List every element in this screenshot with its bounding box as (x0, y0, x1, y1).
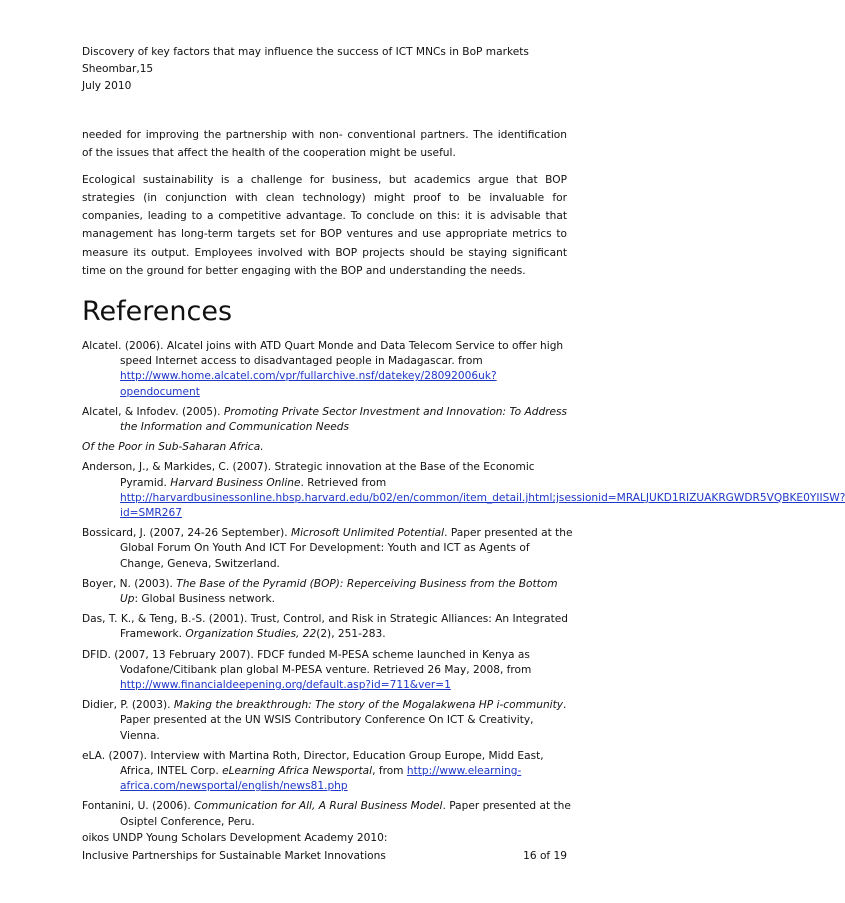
reference-title: Communication for All, A Rural Business Model (194, 800, 443, 813)
reference-alcatel-infodev-2005 (82, 405, 575, 435)
reference-text: Alcatel, & Infodev. (2005). (82, 405, 224, 418)
reference-link[interactable]: http://www.home.alcatel.com/vpr/fullarchive.nsf/datekey/28092006uk?opendocument (120, 370, 497, 398)
footer-line-1: oikos UNDP Young Scholars Development Academy 2010: (82, 832, 388, 844)
reference-continuation (82, 440, 575, 455)
paragraph-1: needed for improving the partnership with non- conventional partners. The identification of the issues that affect the health of the cooperation might be useful. (82, 129, 567, 160)
reference-title: Microsoft Unlimited Potential (290, 527, 445, 540)
footer-line-2: Inclusive Partnerships for Sustainable Market Innovations (82, 850, 386, 862)
body-text (82, 126, 567, 288)
reference-journal: Organization Studies, 22 (185, 628, 317, 641)
reference-text: Das, T. K., & Teng, B.-S. (2001). Trust, Control, and Risk in Strategic Alliances: An Integrated Framework. (82, 613, 568, 641)
reference-dfid-2007 (82, 648, 575, 694)
reference-text: Fontanini, U. (2006). (82, 800, 195, 813)
header-line-1: Discovery of key factors that may influence the success of ICT MNCs in BoP markets Sheombar,15 (82, 46, 529, 75)
reference-text: Anderson, J., & Markides, C. (2007). Strategic innovation at the Base of the Economic Pyramid. (82, 461, 535, 489)
reference-fontanini-2006 (82, 799, 575, 829)
reference-title: Harvard Business Online (170, 476, 301, 489)
reference-link[interactable]: http://www.elearning-africa.com/newsportal/english/news81.php (120, 765, 522, 793)
reference-alcatel-2006 (82, 339, 575, 400)
reference-title: The Base of the Pyramid (BOP): Reperceiving Business from the Bottom Up (120, 577, 558, 606)
page-header (82, 44, 567, 95)
reference-text: . Paper presented at the Osiptel Conference, Peru. (120, 800, 571, 828)
reference-text: . Paper presented at the UN WSIS Contributory Conference On ICT & Creativity, Vienna. (120, 699, 567, 742)
reference-text: , from (372, 765, 407, 778)
paragraph-2: Ecological sustainability is a challenge for business, but academics argue that BOP strategies (in conjunction with clean technology) might proof to be invaluable for companies, leading to a competitive advantage. To conclude on this: it is advisable that management has long-term targets set for BOP ventures and use appropriate metrics to measure its output. Employees involved with BOP projects should be staying significant time on the ground for better engaging with the BOP and understanding the needs. (82, 173, 567, 278)
reference-title: Promoting Private Sector Investment and Innovation: To Address the Information and Communication Needs (120, 405, 568, 434)
reference-anderson-2007 (82, 460, 845, 521)
reference-didier-2003 (82, 698, 575, 744)
header-line-2: July 2010 (82, 80, 132, 92)
reference-text: . Retrieved from (300, 476, 387, 489)
reference-text: Boyer, N. (2003). (82, 577, 177, 590)
page-number: 16 of 19 (523, 850, 567, 862)
reference-text: . Paper presented at the Global Forum On Youth And ICT For Development: Youth and ICT as Agents of Change, Geneva, Switzerland. (120, 527, 573, 570)
reference-text: eLA. (2007). Interview with Martina Roth, Director, Education Group Europe, Midd East, Africa, INTEL Corp. (82, 749, 544, 778)
reference-link[interactable]: http://harvardbusinessonline.hbsp.harvard.edu/b02/en/common/item_detail.jhtml;jsessionid=MRALJUKD1RIZUAKRGWDR5VQBKE0YIISW?id=SMR267 (120, 491, 845, 520)
reference-boyer-2003 (82, 577, 575, 607)
references-heading: References (82, 296, 233, 327)
reference-text: Bossicard, J. (2007, 24-26 September). (82, 527, 291, 540)
reference-bossicard-2007 (82, 526, 575, 572)
reference-text: Alcatel. (2006). Alcatel joins with ATD Quart Monde and Data Telecom Service to offer high speed Internet access to disadvantaged people in Madagascar. from (82, 340, 564, 368)
reference-das-teng-2001 (82, 612, 575, 642)
reference-title: Making the breakthrough: The story of the Mogalakwena HP i-community (173, 699, 564, 712)
reference-text: Didier, P. (2003). (82, 699, 174, 712)
reference-ela-2007 (82, 749, 575, 795)
reference-text: (2), 251-283. (316, 628, 386, 641)
reference-link[interactable]: http://www.financialdeepening.org/default.asp?id=711&ver=1 (120, 679, 451, 692)
reference-title: Of the Poor in Sub-Saharan Africa. (82, 441, 264, 454)
references-list (82, 339, 845, 835)
page-footer (82, 829, 567, 865)
reference-text: : Global Business network. (134, 593, 276, 606)
reference-title: eLearning Africa Newsportal (222, 765, 373, 778)
reference-text: DFID. (2007, 13 February 2007). FDCF funded M-PESA scheme launched in Kenya as Vodafone/Citibank plan global M-PESA venture. Retrieved 26 May, 2008, from (82, 648, 532, 676)
